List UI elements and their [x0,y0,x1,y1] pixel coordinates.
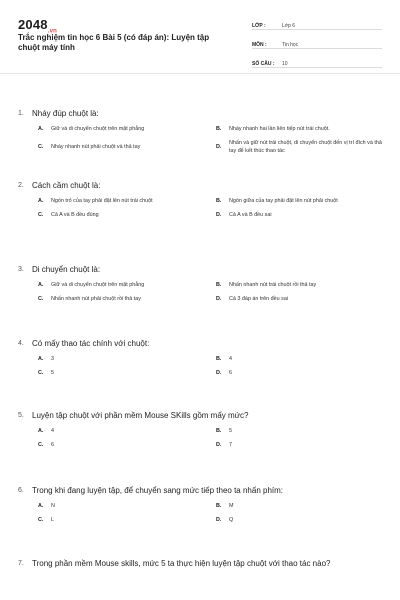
question-text: Luyện tập chuột với phần mềm Mouse SKills gồm mấy mức? [32,411,249,420]
question-2: 2. Cách cầm chuột là: A. Ngón trỏ của tay phải đặt lên nút trái chuột B. Ngón giữa của tay phải đặt lên nút phải chuột C. Cả A và B đều đúng D. Cả A và B đều sai [18,180,384,219]
option-d[interactable]: D. Nhấn và giữ nút trái chuột, di chuyển chuột đến vị trí đích và thả tay để kết thúc thao tác [216,140,382,154]
option-d[interactable]: D. Cả 3 đáp án trên đều sai [216,296,289,302]
question-7: 7. Trong phần mềm Mouse skills, mức 5 ta thực hiện luyện tập chuột với thao tác nào? [18,558,384,569]
option-d[interactable]: D. Cả A và B đều sai [216,212,272,218]
question-text: Di chuyển chuột là: [32,265,101,274]
option-a[interactable]: A. Giữ và di chuyển chuột trên mặt phẳng [38,126,145,132]
option-c[interactable]: C. 6 [38,442,54,448]
meta-question-count: SỐ CÂU : 10 [252,53,382,68]
quiz-meta [252,15,382,72]
option-b[interactable]: B. Nhấn nhanh nút trái chuột rồi thả tay [216,282,317,288]
option-b[interactable]: B. 5 [216,428,232,434]
site-logo[interactable]: $2048_{.vn}$ [18,17,58,35]
option-c[interactable]: C. Nháy nhanh nút phải chuột và thả tay [38,144,141,150]
header-divider [0,73,400,74]
option-a[interactable]: A. Giữ và di chuyển chuột trên mặt phẳng [38,282,145,288]
option-a[interactable]: A. Ngón trỏ của tay phải đặt lên nút trái chuột [38,198,153,204]
option-a[interactable]: A. 3 [38,356,54,362]
option-b[interactable]: B. Ngón giữa của tay phải đặt lên nút phải chuột [216,198,338,204]
page-title: Trắc nghiệm tin học 6 Bài 5 (có đáp án): Luyện tập chuột máy tính [18,33,210,52]
option-d[interactable]: D. Q [216,517,234,523]
question-3: 3. Di chuyển chuột là: A. Giữ và di chuyển chuột trên mặt phẳng B. Nhấn nhanh nút trái chuột rồi thả tay C. Nhấn nhanh nút phải chuột rồi thả tay D. Cả 3 đáp án trên đều sai [18,264,384,303]
option-c[interactable]: C. Cả A và B đều đúng [38,212,99,218]
option-a[interactable]: A. 4 [38,428,54,434]
question-6: 6. Trong khi đang luyện tập, để chuyển sang mức tiếp theo ta nhấn phím: A. N B. M C. L D. Q [18,485,384,524]
option-c[interactable]: C. Nhấn nhanh nút phải chuột rồi thả tay [38,296,141,302]
question-text: Cách cầm chuột là: [32,181,101,190]
question-5: 5. Luyện tập chuột với phần mềm Mouse SKills gồm mấy mức? A. 4 B. 5 C. 6 D. 7 [18,410,384,449]
page-header [0,0,400,72]
option-d[interactable]: D. 7 [216,442,232,448]
question-4: 4. Có mấy thao tác chính với chuột: A. 3 B. 4 C. 5 D. 6 [18,338,384,377]
option-b[interactable]: B. Nháy nhanh hai lần liên tiếp nút trái chuột. [216,126,330,132]
question-text: Có mấy thao tác chính với chuột: [32,339,150,348]
option-b[interactable]: B. M [216,503,234,509]
option-c[interactable]: C. L [38,517,54,523]
meta-subject: MÔN : Tin học [252,34,382,49]
option-c[interactable]: C. 5 [38,370,54,376]
option-b[interactable]: B. 4 [216,356,232,362]
question-text: Trong khi đang luyện tập, để chuyển sang mức tiếp theo ta nhấn phím: [32,486,283,495]
meta-grade: LỚP : Lớp 6 [252,15,382,30]
option-a[interactable]: A. N [38,503,55,509]
question-1: 1. Nháy đúp chuột là: A. Giữ và di chuyển chuột trên mặt phẳng B. Nháy nhanh hai lần liên tiếp nút trái chuột. C. Nháy nhanh nút phải chuột và thả tay D. Nhấn và giữ nút trái chuột, di chuyển chuột đến vị trí đích và thả tay để kết thúc thao tác [18,108,384,155]
question-text: Nháy đúp chuột là: [32,109,99,118]
question-text: Trong phần mềm Mouse skills, mức 5 ta thực hiện luyện tập chuột với thao tác nào? [32,559,331,568]
option-d[interactable]: D. 6 [216,370,232,376]
